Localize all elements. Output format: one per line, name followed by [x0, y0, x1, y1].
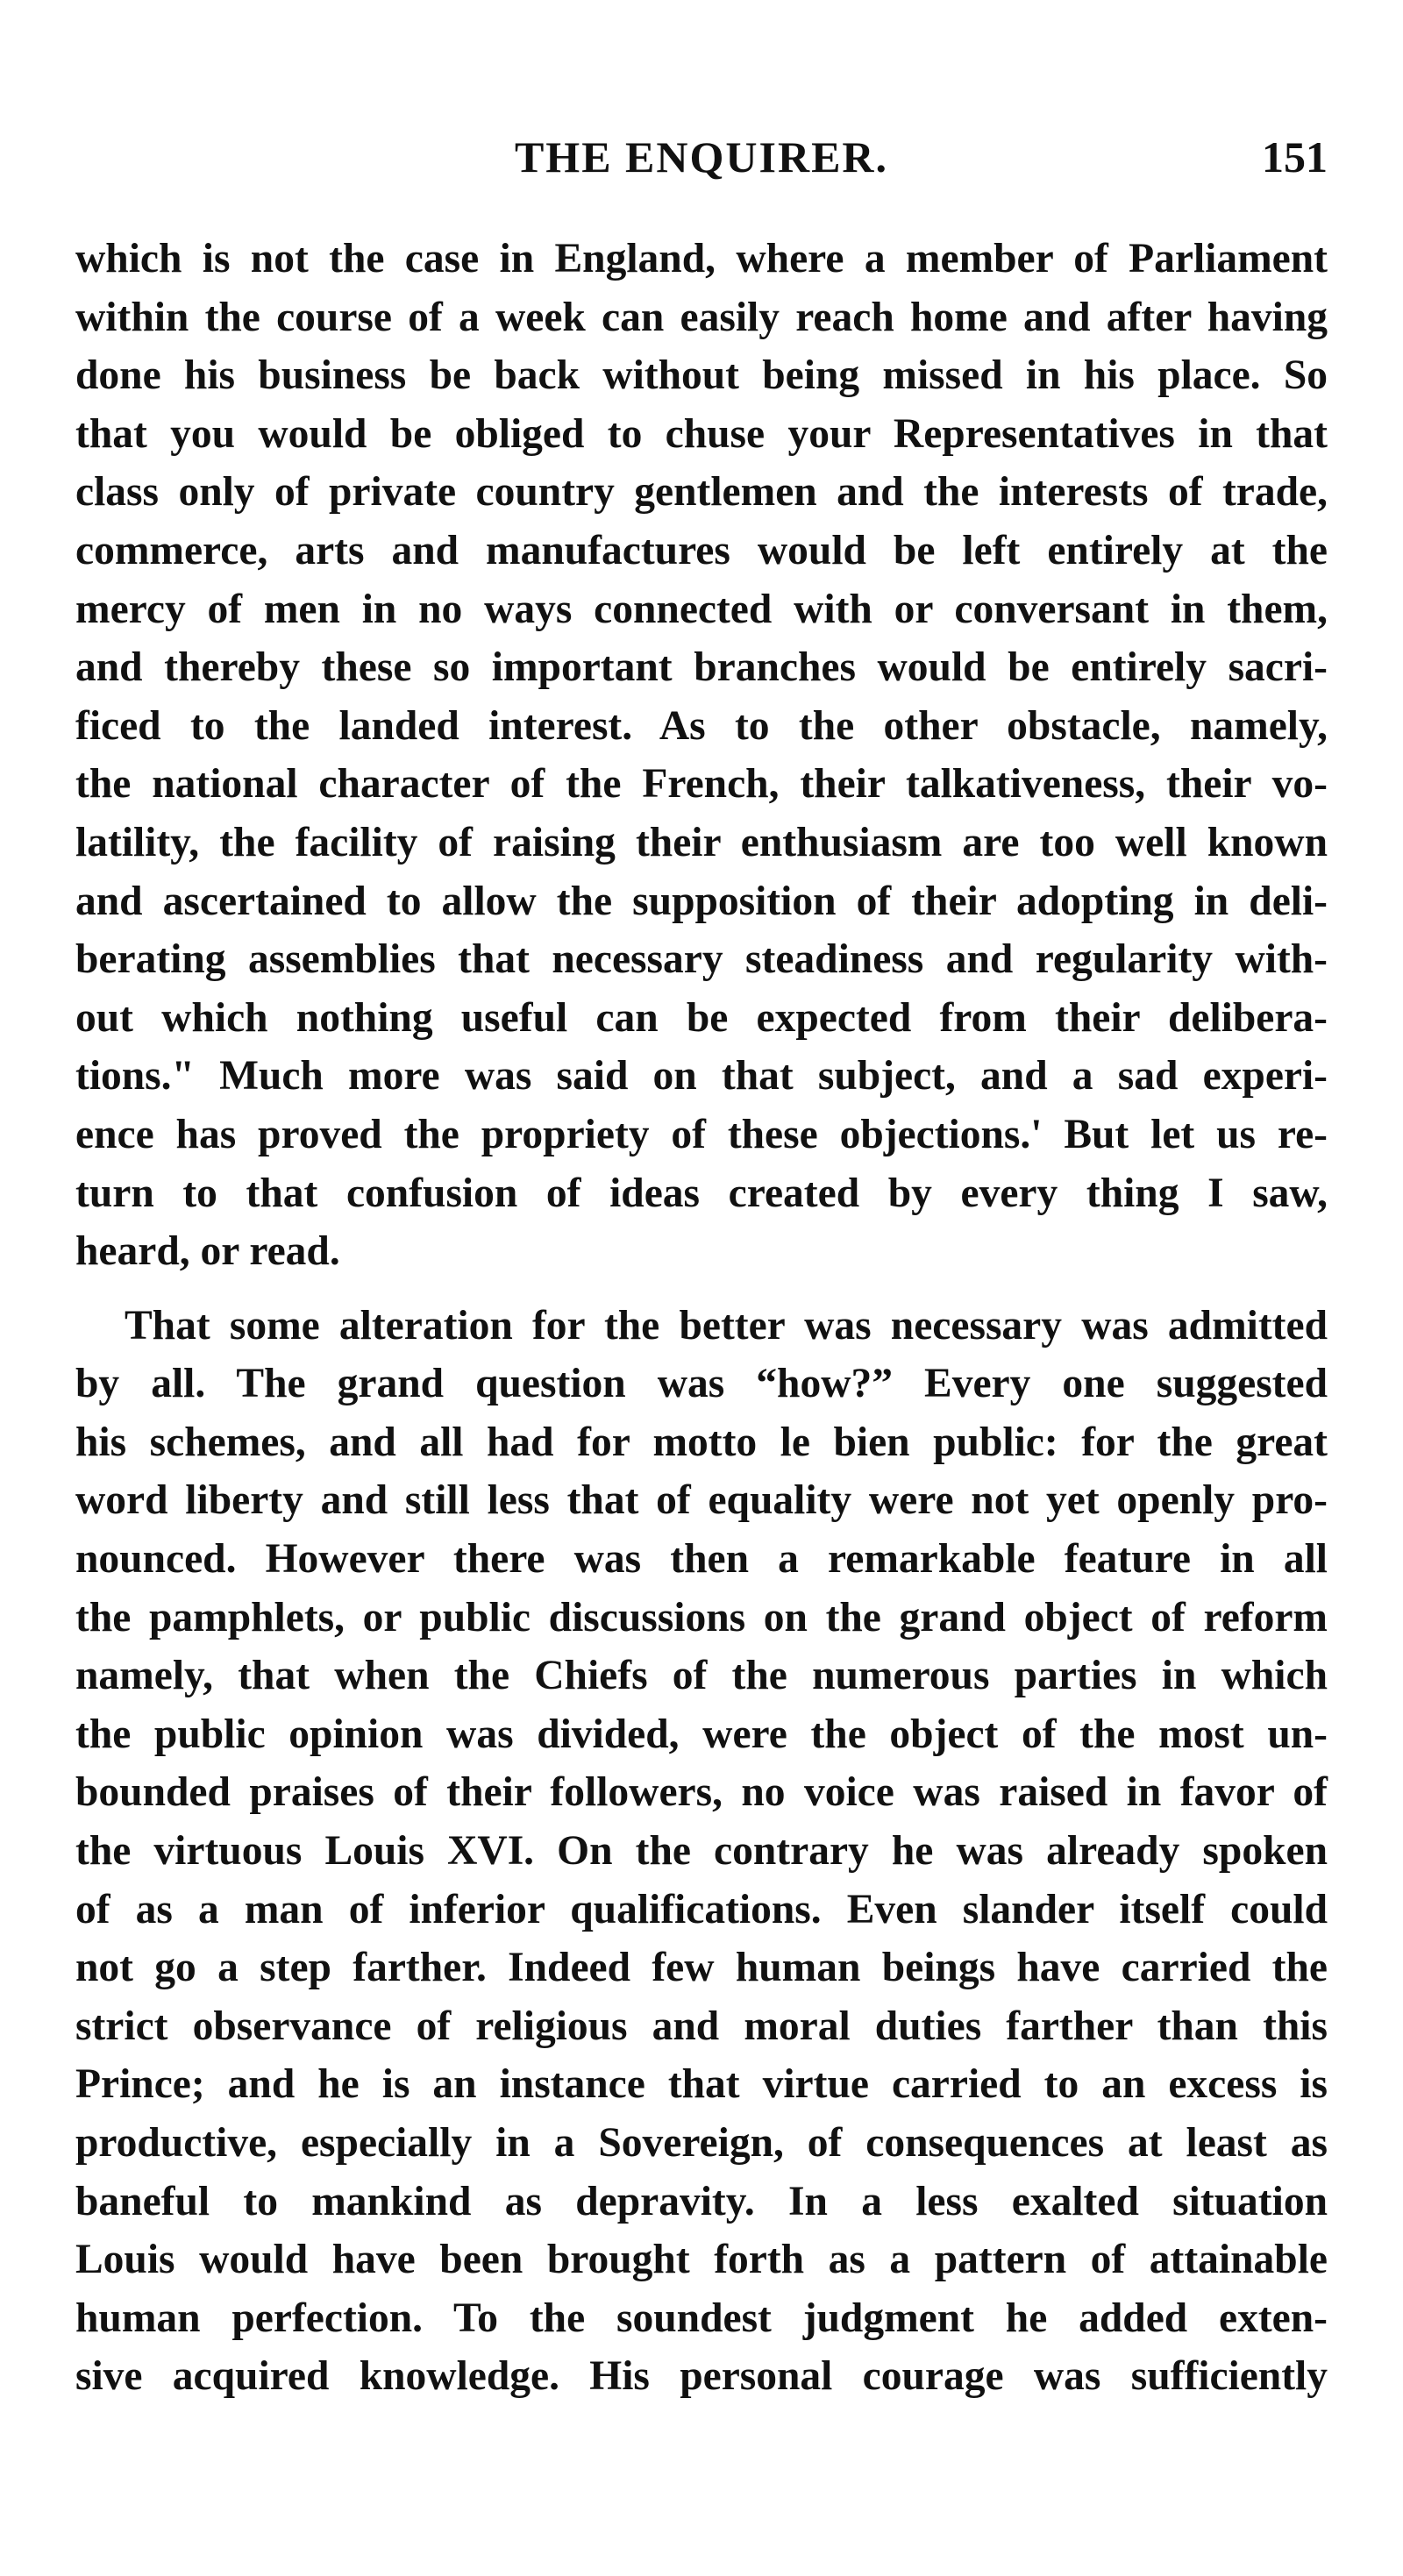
- paragraph-2: [75, 1297, 1328, 2406]
- text-line: by all. The grand question was “how?” Every one suggested: [75, 1361, 1328, 1407]
- text-line: commerce, arts and manufactures would be left entirely at the: [75, 527, 1328, 573]
- text-line: human perfection. To the soundest judgment he added exten-: [75, 2295, 1328, 2341]
- running-title: THE ENQUIRER.: [514, 132, 889, 181]
- text-line: ence has proved the propriety of these objections.' But let us re-: [75, 1111, 1328, 1157]
- text-line: turn to that confusion of ideas created by every thing I saw,: [75, 1170, 1328, 1216]
- body-text: [75, 230, 1328, 2406]
- text-line: baneful to mankind as depravity. In a less exalted situation: [75, 2178, 1328, 2224]
- text-line: ficed to the landed interest. As to the other obstacle, namely,: [75, 702, 1328, 749]
- text-line: strict observance of religious and moral duties farther than this: [75, 2003, 1328, 2049]
- text-line: class only of private country gentlemen and the interests of trade,: [75, 469, 1328, 516]
- text-line: nounced. However there was then a remarkable feature in all: [75, 1536, 1328, 1583]
- text-line: the public opinion was divided, were the object of the most un-: [75, 1711, 1328, 1757]
- text-line: tions." Much more was said on that subject, and a sad experi-: [75, 1053, 1328, 1099]
- text-line: productive, especially in a Sovereign, of consequences at least as: [75, 2120, 1328, 2166]
- text-line: the national character of the French, their talkativeness, their vo-: [75, 761, 1328, 808]
- text-line: berating assemblies that necessary steadiness and regularity with-: [75, 936, 1328, 983]
- text-line: bounded praises of their followers, no voice was raised in favor of: [75, 1769, 1328, 1816]
- text-line: his schemes, and all had for motto le bien public: for the great: [75, 1419, 1328, 1465]
- text-line: done his business be back without being missed in his place. So: [75, 352, 1328, 399]
- text-line: heard, or read.: [75, 1228, 340, 1275]
- paragraph-1: [75, 230, 1328, 1281]
- page-number: 151: [1262, 132, 1328, 181]
- text-line: mercy of men in no ways connected with or conversant in them,: [75, 586, 1328, 632]
- text-line: that you would be obliged to chuse your Representatives in that: [75, 410, 1328, 457]
- text-line: latility, the facility of raising their enthusiasm are too well known: [75, 819, 1328, 865]
- text-line: Prince; and he is an instance that virtue carried to an excess is: [75, 2061, 1328, 2108]
- paragraph-gap: [75, 1281, 1328, 1297]
- text-line: word liberty and still less that of equality were not yet openly pro-: [75, 1477, 1328, 1524]
- text-line: of as a man of inferior qualifications. Even slander itself could: [75, 1886, 1328, 1932]
- text-line: and thereby these so important branches would be entirely sacri-: [75, 644, 1328, 691]
- text-line: which is not the case in England, where a member of Parliament: [75, 236, 1328, 281]
- running-head: [75, 132, 1328, 193]
- text-line: out which nothing useful can be expected from their delibera-: [75, 994, 1328, 1041]
- text-line: the virtuous Louis XVI. On the contrary he was already spoken: [75, 1828, 1328, 1875]
- text-line: namely, that when the Chiefs of the numerous parties in which: [75, 1653, 1328, 1699]
- text-line: sive acquired knowledge. His personal courage was sufficiently: [75, 2353, 1328, 2400]
- text-line: not go a step farther. Indeed few human beings have carried the: [75, 1945, 1328, 1991]
- text-line: That some alteration for the better was necessary was admitted: [125, 1302, 1328, 1348]
- text-line: and ascertained to allow the supposition of their adopting in deli-: [75, 878, 1328, 924]
- text-line: within the course of a week can easily reach home and after having: [75, 294, 1328, 340]
- text-line: the pamphlets, or public discussions on the grand object of reform: [75, 1594, 1328, 1640]
- text-line: Louis would have been brought forth as a pattern of attainable: [75, 2237, 1328, 2283]
